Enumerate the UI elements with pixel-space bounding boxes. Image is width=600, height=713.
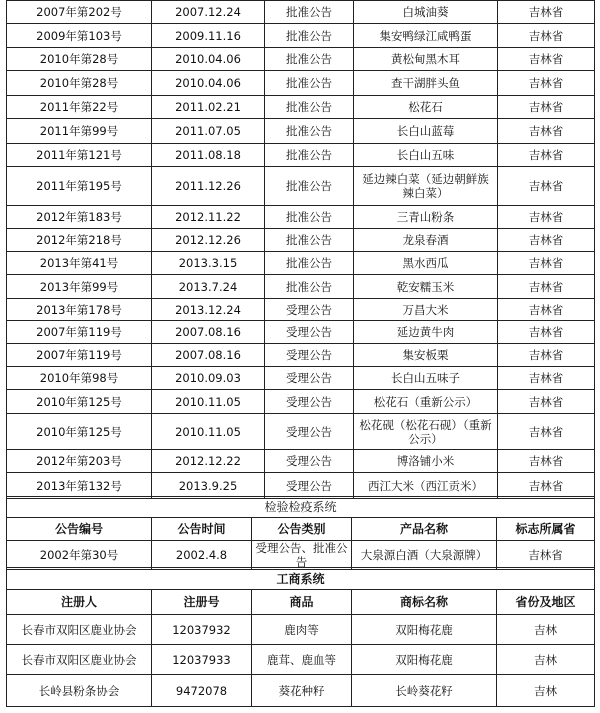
cell-notice-type: 受理公告: [265, 321, 354, 344]
cell-notice-type: 受理公告: [265, 367, 354, 390]
cell-province: 吉林省: [498, 48, 595, 71]
cell-product-name: 集安板栗: [354, 344, 498, 367]
cell-notice-date: 2012.11.22: [152, 206, 265, 229]
cell-notice-date: 2011.08.18: [152, 144, 265, 167]
cell-goods: 鹿肉等: [252, 615, 352, 645]
table-row: [7, 344, 595, 367]
table-row: [7, 229, 595, 252]
table-row: [7, 321, 595, 344]
cell-notice-no: 2013年第99号: [7, 275, 152, 299]
quality-table-body: [7, 1, 595, 499]
cell-notice-date: 2013.3.15: [152, 252, 265, 275]
table-row: [7, 675, 595, 707]
cell-notice-date: 2010.11.05: [152, 414, 265, 450]
cell-product-name: 大泉源白酒（大泉源牌）: [352, 541, 497, 570]
cell-notice-type: 批准公告: [265, 119, 354, 144]
header-brand-name: 商标名称: [352, 590, 497, 615]
table-row: [7, 390, 595, 414]
cell-province: 吉林省: [498, 24, 595, 48]
table-row: [7, 24, 595, 48]
cell-notice-date: 2010.04.06: [152, 48, 265, 71]
header-region: 省份及地区: [497, 590, 595, 615]
cell-notice-no: 2002年第30号: [7, 541, 152, 570]
cell-notice-date: 2013.7.24: [152, 275, 265, 299]
cell-notice-no: 2013年第41号: [7, 252, 152, 275]
table-row: [7, 541, 595, 570]
cell-brand-name: 双阳梅花鹿: [352, 645, 497, 675]
cell-notice-type: 批准公告: [265, 252, 354, 275]
cell-notice-type: 批准公告: [265, 167, 354, 206]
cell-province: 吉林省: [498, 229, 595, 252]
cell-goods: 鹿茸、鹿血等: [252, 645, 352, 675]
cell-notice-type: 批准公告: [265, 24, 354, 48]
cell-notice-date: 2012.12.22: [152, 450, 265, 473]
cell-notice-date: 2011.02.21: [152, 96, 265, 119]
cell-notice-no: 2010年第125号: [7, 390, 152, 414]
cell-notice-date: 2011.07.05: [152, 119, 265, 144]
cell-notice-type: 批准公告: [265, 229, 354, 252]
cell-province: 吉林省: [498, 367, 595, 390]
table-row: [7, 367, 595, 390]
cell-notice-type: 受理公告: [265, 414, 354, 450]
cell-notice-type: 批准公告: [265, 275, 354, 299]
cell-notice-date: 2013.9.25: [152, 473, 265, 499]
cell-product-name: 长白山五味子: [354, 367, 498, 390]
cell-notice-date: 2010.09.03: [152, 367, 265, 390]
header-reg-no: 注册号: [152, 590, 252, 615]
cell-notice-no: 2012年第203号: [7, 450, 152, 473]
cell-reg-no: 12037933: [152, 645, 252, 675]
cell-brand-name: 长岭葵花籽: [352, 675, 497, 707]
cell-province: 吉林省: [498, 321, 595, 344]
cell-product-name: 长白山五味: [354, 144, 498, 167]
cell-notice-date: 2013.12.24: [152, 299, 265, 321]
cell-notice-no: 2012年第218号: [7, 229, 152, 252]
cell-notice-no: 2011年第195号: [7, 167, 152, 206]
cell-product-name: 松花石（重新公示）: [354, 390, 498, 414]
cell-province: 吉林省: [498, 299, 595, 321]
commerce-section-row: [7, 568, 595, 590]
inspection-header-row: [7, 518, 595, 541]
cell-province: 吉林省: [498, 206, 595, 229]
cell-product-name: 白城油葵: [354, 1, 498, 24]
cell-notice-date: 2011.12.26: [152, 167, 265, 206]
quality-table: [6, 0, 595, 499]
cell-registrant: 长春市双阳区鹿业协会: [7, 645, 152, 675]
cell-province: 吉林省: [498, 275, 595, 299]
cell-notice-no: 2011年第99号: [7, 119, 152, 144]
cell-province: 吉林省: [498, 473, 595, 499]
cell-notice-date: 2010.11.05: [152, 390, 265, 414]
cell-notice-date: 2010.04.06: [152, 71, 265, 96]
cell-notice-no: 2007年第119号: [7, 321, 152, 344]
cell-province: 吉林省: [498, 252, 595, 275]
cell-product-name: 黑水西瓜: [354, 252, 498, 275]
cell-notice-type: 批准公告: [265, 96, 354, 119]
cell-product-name: 查干湖胖头鱼: [354, 71, 498, 96]
cell-product-name: 西江大米（西江贡米）: [354, 473, 498, 499]
cell-notice-no: 2013年第178号: [7, 299, 152, 321]
table-row: [7, 473, 595, 499]
commerce-section-title: 工商系统: [7, 568, 595, 590]
cell-province: 吉林省: [498, 1, 595, 24]
table-row: [7, 144, 595, 167]
cell-notice-no: 2009年第103号: [7, 24, 152, 48]
cell-notice-no: 2010年第28号: [7, 71, 152, 96]
cell-notice-no: 2011年第121号: [7, 144, 152, 167]
cell-notice-type: 受理公告: [265, 390, 354, 414]
cell-notice-type: 批准公告: [265, 48, 354, 71]
table-row: [7, 119, 595, 144]
cell-product-name: 万昌大米: [354, 299, 498, 321]
cell-region: 吉林: [497, 615, 595, 645]
cell-notice-no: 2011年第22号: [7, 96, 152, 119]
table-row: [7, 299, 595, 321]
cell-province: 吉林省: [498, 414, 595, 450]
cell-product-name: 延边黄牛肉: [354, 321, 498, 344]
cell-notice-type: 受理公告: [265, 473, 354, 499]
cell-notice-type: 批准公告: [265, 1, 354, 24]
table-row: [7, 615, 595, 645]
cell-province: 吉林省: [498, 167, 595, 206]
cell-goods: 葵花种籽: [252, 675, 352, 707]
cell-notice-date: 2007.12.24: [152, 1, 265, 24]
table-row: [7, 96, 595, 119]
cell-notice-date: 2007.08.16: [152, 344, 265, 367]
cell-registrant: 长岭县粉条协会: [7, 675, 152, 707]
cell-notice-date: 2009.11.16: [152, 24, 265, 48]
cell-product-name: 长白山蓝莓: [354, 119, 498, 144]
header-product-name: 产品名称: [352, 518, 497, 541]
header-province: 标志所属省: [497, 518, 595, 541]
cell-province: 吉林省: [498, 390, 595, 414]
cell-product-name: 乾安糯玉米: [354, 275, 498, 299]
cell-notice-type: 批准公告: [265, 206, 354, 229]
header-notice-date: 公告时间: [152, 518, 252, 541]
cell-notice-no: 2010年第98号: [7, 367, 152, 390]
header-registrant: 注册人: [7, 590, 152, 615]
cell-product-name: 松花砚（松花石砚）（重新公示）: [354, 414, 498, 450]
header-notice-type: 公告类别: [252, 518, 352, 541]
table-row: [7, 48, 595, 71]
cell-reg-no: 9472078: [152, 675, 252, 707]
cell-product-name: 黄松甸黑木耳: [354, 48, 498, 71]
table-row: [7, 167, 595, 206]
cell-reg-no: 12037932: [152, 615, 252, 645]
cell-product-name: 松花石: [354, 96, 498, 119]
cell-product-name: 延边辣白菜（延边朝鲜族辣白菜）: [354, 167, 498, 206]
cell-product-name: 集安鸭绿江咸鸭蛋: [354, 24, 498, 48]
commerce-table: [6, 567, 595, 707]
cell-province: 吉林省: [498, 344, 595, 367]
cell-notice-type: 受理公告: [265, 450, 354, 473]
cell-product-name: 龙泉春酒: [354, 229, 498, 252]
cell-province: 吉林省: [498, 119, 595, 144]
table-row: [7, 1, 595, 24]
table-row: [7, 414, 595, 450]
cell-product-name: 三青山粉条: [354, 206, 498, 229]
cell-notice-date: 2002.4.8: [152, 541, 252, 570]
cell-notice-no: 2010年第28号: [7, 48, 152, 71]
table-row: [7, 252, 595, 275]
inspection-section-row: [7, 497, 595, 518]
cell-notice-type: 受理公告: [265, 344, 354, 367]
inspection-section-title: 检验检疫系统: [7, 497, 595, 518]
cell-product-name: 博洛铺小米: [354, 450, 498, 473]
cell-notice-no: 2012年第183号: [7, 206, 152, 229]
table-row: [7, 71, 595, 96]
cell-province: 吉林省: [498, 450, 595, 473]
header-notice-no: 公告编号: [7, 518, 152, 541]
cell-notice-no: 2007年第119号: [7, 344, 152, 367]
table-row: [7, 645, 595, 675]
cell-notice-date: 2012.12.26: [152, 229, 265, 252]
cell-notice-type: 批准公告: [265, 144, 354, 167]
cell-notice-type: 受理公告、批准公告: [252, 541, 352, 570]
cell-notice-date: 2007.08.16: [152, 321, 265, 344]
table-row: [7, 450, 595, 473]
cell-province: 吉林省: [497, 541, 595, 570]
cell-registrant: 长春市双阳区鹿业协会: [7, 615, 152, 645]
cell-notice-type: 受理公告: [265, 299, 354, 321]
commerce-header-row: [7, 590, 595, 615]
cell-region: 吉林: [497, 675, 595, 707]
header-goods: 商品: [252, 590, 352, 615]
table-row: [7, 275, 595, 299]
cell-province: 吉林省: [498, 71, 595, 96]
inspection-table: [6, 496, 595, 570]
cell-province: 吉林省: [498, 96, 595, 119]
cell-notice-no: 2010年第125号: [7, 414, 152, 450]
cell-province: 吉林省: [498, 144, 595, 167]
cell-notice-no: 2013年第132号: [7, 473, 152, 499]
cell-notice-type: 批准公告: [265, 71, 354, 96]
cell-region: 吉林: [497, 645, 595, 675]
table-row: [7, 206, 595, 229]
cell-brand-name: 双阳梅花鹿: [352, 615, 497, 645]
cell-notice-no: 2007年第202号: [7, 1, 152, 24]
